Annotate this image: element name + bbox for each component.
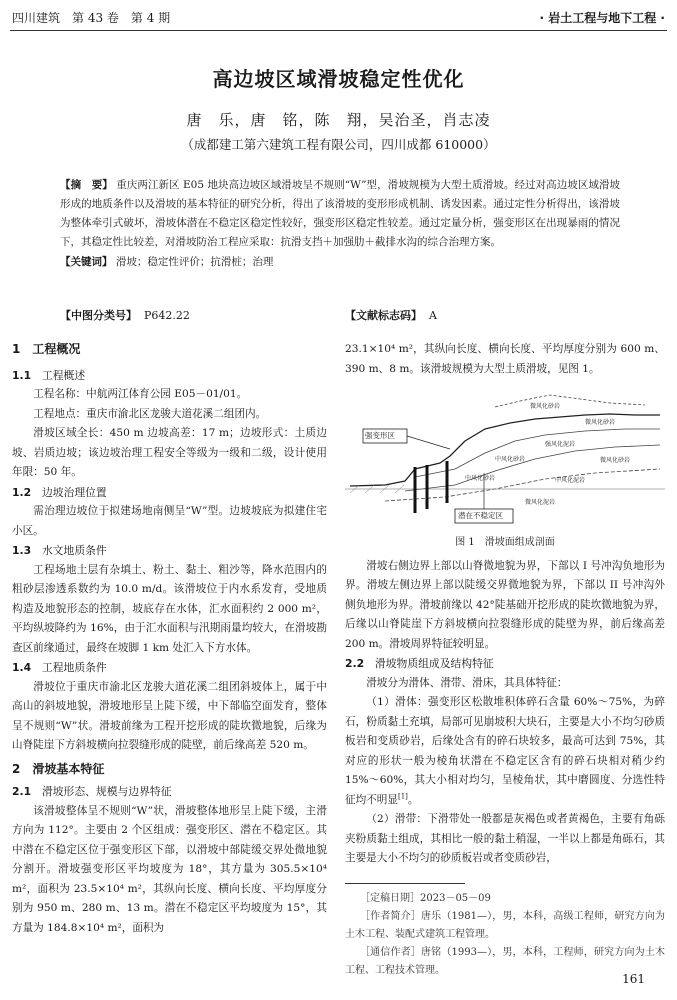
subsection-heading: 1.4 工程地质条件 — [12, 661, 107, 674]
section-heading: 2 滑坡基本特征 — [12, 761, 105, 776]
abstract-block — [60, 176, 620, 272]
running-header-journal: 四川建筑 第 43 卷 第 4 期 — [12, 11, 171, 25]
footnotes — [345, 890, 665, 980]
right-column — [345, 340, 665, 980]
page-number: 161 — [622, 972, 645, 986]
abstract-label: 【摘 要】 — [60, 179, 113, 191]
footnote-author-bio: ［作者简介］唐乐（1981—），男，本科，高级工程师，研究方向为土木工程、装配式建筑工程管理。 — [345, 910, 665, 940]
paragraph: （1）滑体：强变形区松散堆积体碎石含量 60%～75%，为碎石，粉质黏土充填，局部可见崩坡积大块石，主要是大小不均匀砂质板岩和变质砂岩，后缘处含有的碎石块较多，最高可达到 75%，其对应的形状一般为棱角状潜在不稳定区含有的碎石块相对稍少约 15%～60%，其大小相对均匀，呈棱角状，其中磨圆度、分选性特征均不明显[1]。 — [345, 696, 665, 806]
figure-1 — [345, 381, 665, 531]
running-header-section: · 岩土工程与地下工程 · — [539, 11, 665, 25]
subsection-heading: 1.1 工程概述 — [12, 368, 86, 382]
affiliation: （成都建工第六建筑工程有限公司，四川成都 610000） — [181, 137, 496, 152]
paragraph: 滑坡分为滑体、滑带、滑床，其具体特征： — [366, 676, 568, 689]
paragraph: 滑坡右侧边界上部以山脊微地貌为界，下部以 I 号冲沟负地形为界。滑坡左侧边界上部以陡缓交界微地貌为界，下部以 II 号冲沟外侧负地形为界。滑坡前缘以 42°陡基础开挖形成的陡坎微地貌为界，后缘以山脊陡崖下方斜坡横向拉裂缝形成的陡壁为界，前后缘高差 200 m。滑坡周界特征较明显。 — [345, 559, 665, 650]
subsection-heading: 2.1 滑坡形态、规模与边界特征 — [12, 785, 172, 798]
keywords-label: 【关键词】 — [60, 256, 113, 268]
classification — [60, 307, 190, 323]
paragraph: （2）滑带：下滑带处一般都是灰褐色或者黄褐色，主要有角砾夹粉质黏土组成，其相比一般的黏土稍湿，一半以上都是角砾石，其主要是大小不均匀的砂质板岩或者变质砂岩， — [345, 813, 665, 864]
footnote-rule — [345, 883, 465, 884]
figure-caption: 图 1 滑坡面组成剖面 — [455, 537, 555, 548]
stratum-label: 中风化砂岩 — [465, 475, 496, 482]
stratum-label: 微风化砂岩 — [600, 457, 631, 464]
left-column — [12, 340, 327, 938]
classification-label: 【中图分类号】 — [60, 309, 137, 322]
stratum-label: 强风化泥岩 — [545, 441, 576, 448]
document-code-label: 【文献标志码】 — [345, 309, 422, 322]
paragraph: 滑坡区域全长：450 m 边坡高差：17 m；边坡形式：土质边坡、岩质边坡；该边坡治理工程安全等级为一级和二级，设计使用年限：50 年。 — [12, 427, 327, 478]
footnote-received-date: ［定稿日期］2023－05－09 — [360, 892, 491, 904]
document-code-value: A — [429, 309, 437, 322]
citation-ref[interactable]: [1] — [397, 791, 408, 800]
paragraph: 工程名称：中航两江体育公园 E05－01/01。 — [33, 388, 248, 400]
paragraph: 需治理边坡位于拟建场地南侧呈“W”型。边坡坡底为拟建住宅小区。 — [12, 505, 327, 537]
paragraph: 滑坡位于重庆市渝北区龙骏大道花溪二组团斜坡体上，属于中高山的斜坡地貌，滑坡地形呈上陡下缓，中下部临空面发育，整体呈不规则“W”状。滑坡前缘为工程开挖形成的陡坎微地貌，后缘为山脊陡崖下方斜坡横向拉裂缝形成的陡壁，前后缘高差 520 m。 — [12, 680, 327, 751]
stratum-label: 微风化泥岩 — [525, 499, 556, 506]
subsection-heading: 2.2 滑坡物质组成及结构特征 — [345, 657, 494, 670]
abstract-text: 重庆两江新区 E05 地块高边坡区域滑坡呈不规则“W”型，滑坡规模为大型土质滑坡。经过对高边坡区域滑坡形成的地质条件以及滑坡的基本特征的研究分析，得出了该滑坡的变形形成机制、诱发因素。通过定性分析得出，该滑坡为整体牵引式破坏，滑坡体潜在不稳定区稳定性较好，强变形区稳定性较差。通过定量分析，强变形区在出现暴雨的情况下，其稳定性比较差，对滑坡防治工程应采取：抗滑支挡＋加强肋＋截排水沟的综合治理方案。 — [60, 179, 621, 248]
paragraph: 该滑坡整体呈不规则“W”状，滑坡整体地形呈上陡下缓，主滑方向为 112°。主要由 2 个区组成：强变形区、潜在不稳定区。其中潜在不稳定区位于强变形区下部，以滑坡中部陡缓交界处微地貌分割开。滑坡强变形区平均坡度为 18°，其方量为 305.5×10⁴ m²，面积为 23.5×10⁴ m²，其纵向长度、横向长度、平均厚度分别为 950 m、280 m、13 m。潜在不稳定区平均坡度为 15°，其方量为 184.8×10⁴ m²，面积为 — [12, 804, 327, 934]
paragraph: 23.1×10⁴ m²，其纵向长度、横向长度、平均厚度分别为 600 m、390 m、8 m。该滑坡规模为大型土质滑坡，见图 1。 — [345, 343, 665, 375]
strong-deformation-zone-label: 强变形区 — [365, 431, 395, 440]
keywords-text: 滑坡；稳定性评价；抗滑桩；治理 — [115, 256, 274, 268]
document-code — [345, 307, 437, 323]
stratum-label: 微风化砂岩 — [585, 419, 616, 426]
abstract — [60, 176, 620, 252]
article-title: 高边坡区域滑坡稳定性优化 — [212, 67, 465, 91]
paragraph: 工程场地土层有杂填土、粉土、黏土、粗沙等，降水范围内的粗砂层渗透系数约为 10.0 m/d。该滑坡位于内水系发育，受地质构造及地貌形态的控制，坡底存在水体，汇水面积约 2 000 m²，平均纵坡降约为 16%，由于汇水面积与汛期雨量均较大，在滑坡勘查区前缘通过，最终在坡脚 1 km 处汇入下方水体。 — [12, 563, 327, 654]
keywords — [60, 253, 620, 272]
paragraph: 工程地点：重庆市渝北区龙骏大道花溪二组团内。 — [33, 407, 267, 420]
header-rule — [10, 30, 667, 31]
subsection-heading: 1.3 水文地质条件 — [12, 544, 107, 557]
author-list: 唐 乐，唐 铭，陈 翔，吴治圣，肖志凌 — [186, 111, 491, 129]
stratum-label: 微风化砂岩 — [530, 403, 561, 410]
stratum-label: 中风化砂岩 — [495, 456, 526, 463]
section-heading: 1 工程概况 — [12, 342, 81, 356]
classification-value: P642.22 — [144, 309, 190, 322]
subsection-heading: 1.2 边坡治理位置 — [12, 485, 107, 499]
stratum-label: 中风化泥岩 — [555, 477, 586, 484]
potential-unstable-zone-label: 潜在不稳定区 — [458, 511, 503, 520]
footnote-corresponding-author: ［通信作者］唐铭（1993—），男，本科，工程师，研究方向为土木工程、工程技术管理。 — [345, 946, 665, 976]
